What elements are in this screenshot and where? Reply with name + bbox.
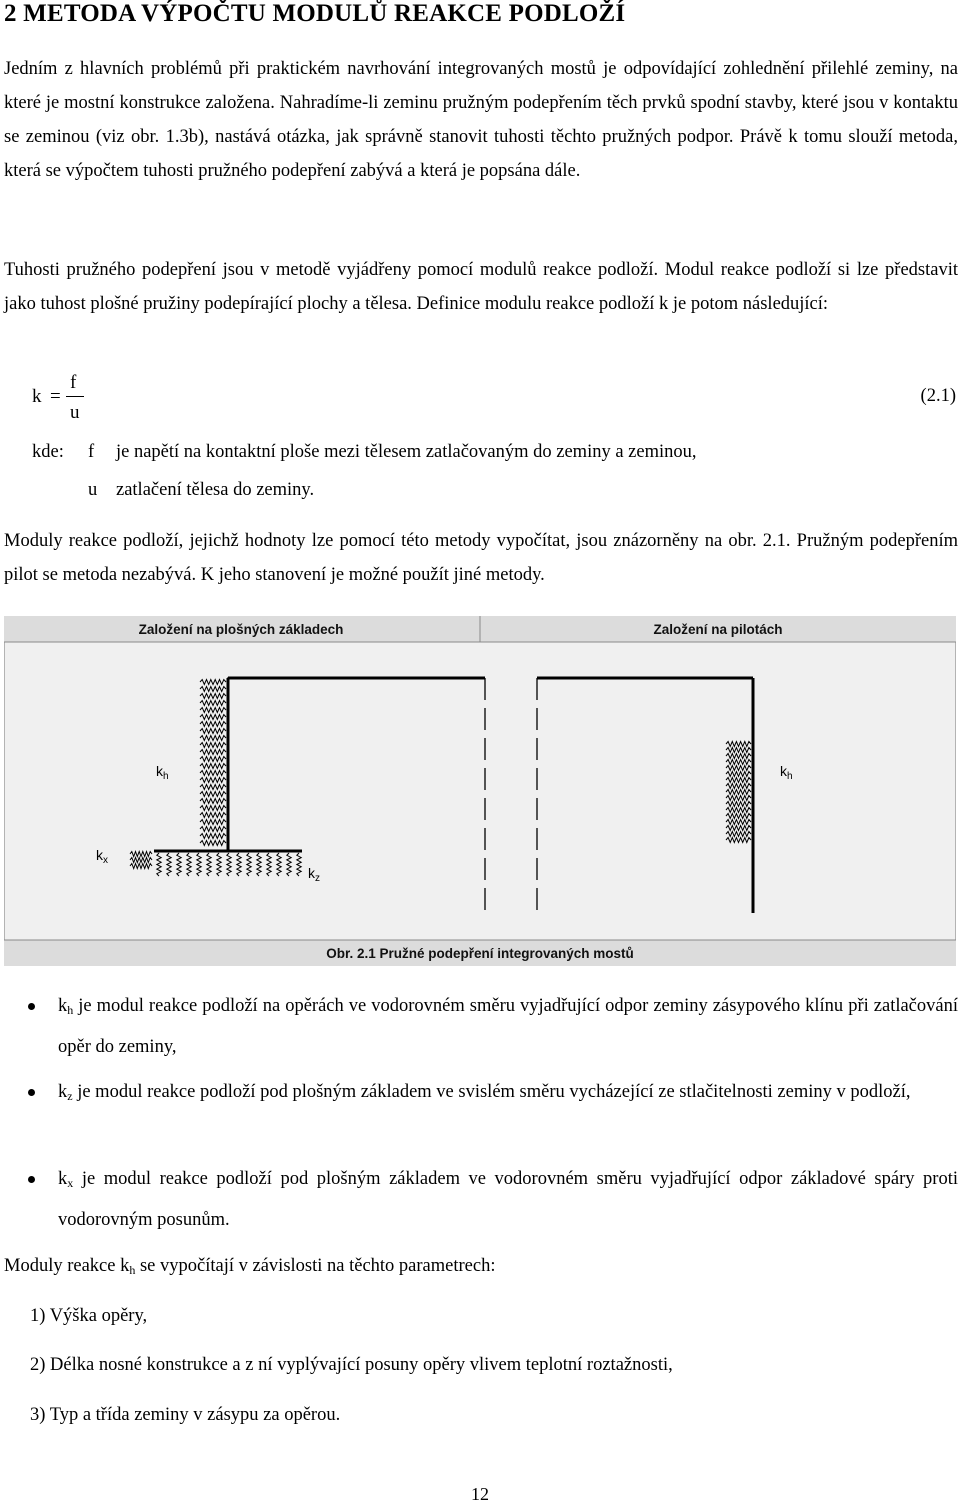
bullet-text: je modul reakce podloží pod plošným základem ve svislém směru vycházející ze stlačitelnosti zeminy v podloží, — [72, 1082, 911, 1102]
equation-denominator: u — [70, 402, 80, 423]
bullet-symbol: k — [58, 996, 68, 1016]
bullet-symbol: k — [58, 1082, 68, 1102]
def-f-symbol: f — [88, 442, 95, 462]
paragraph-modulus-definition: Tuhosti pružného podepření jsou v metodě vyjádřeny pomocí modulů reakce podloží. Modul reakce podloží si lze představit jako tuhost plošné pružiny podepírající plochy a tělesa. Definice modulu reakce podloží k je potom následující: — [4, 260, 958, 314]
label-kh-right: $k_h$ — [780, 763, 793, 782]
paragraph-intro: Jedním z hlavních problémů při praktickém navrhování integrovaných mostů je odpovídající zohlednění přilehlé zeminy, na které je mostní konstrukce založena. Nahradíme-li zeminu pružným podepřením těch prvků spodní stavby, které jsou v kontaktu se zeminou (viz obr. 1.3b), nastává otázka, jak správně stanovit tuhosti těchto pružných podpor. Právě k tomu slouží metoda, která se výpočtem tuhosti pružného podepření zabývá a která je popsána dále. — [4, 59, 958, 181]
bullet-dot — [28, 1003, 35, 1010]
where-label: kde: — [32, 442, 64, 462]
left-panel-title: Založení na plošných základech — [138, 622, 344, 637]
bullet-text: je modul reakce podloží pod plošným základem ve vodorovném směru vyjadřující odpor základové spáry proti vodorovným posunům. — [58, 1169, 958, 1230]
figure-elastic-support — [4, 616, 956, 966]
figure-caption: Obr. 2.1 Pružné podepření integrovaných mostů — [326, 946, 634, 961]
parameters-intro — [4, 1256, 495, 1278]
equation-label: (2.1) — [920, 386, 956, 406]
intro-text: Moduly reakce k — [4, 1256, 130, 1276]
bullet-dot — [28, 1176, 35, 1183]
figure-frame — [4, 616, 956, 966]
intro-text-end: se vypočítají v závislosti na těchto parametrech: — [135, 1256, 496, 1276]
bullet-dot — [28, 1089, 35, 1096]
def-u-symbol: u — [88, 480, 98, 500]
bullet-subscript: x — [67, 1176, 74, 1190]
param-item-3: 3) Typ a třída zeminy v zásypu za opěrou. — [30, 1405, 341, 1425]
param-item-2: 2) Délka nosné konstrukce a z ní vyplývající posuny opěry vlivem teplotní roztažnosti, — [30, 1355, 673, 1375]
intro-subscript: h — [129, 1263, 136, 1277]
right-panel-title: Založení na pilotách — [653, 622, 783, 637]
bullet-subscript: h — [67, 1003, 74, 1017]
bullet-item-kz — [58, 1074, 958, 1115]
equation-lhs: k — [32, 386, 42, 407]
fraction-bar — [66, 396, 84, 397]
equation-numerator: f — [70, 372, 77, 393]
def-f-text: je napětí na kontaktní ploše mezi tělesem zatlačovaným do zeminy a zeminou, — [116, 442, 697, 462]
bullet-subscript: z — [67, 1089, 73, 1103]
def-u-text: zatlačení tělesa do zeminy. — [116, 480, 315, 500]
label-kx: $k_x$ — [96, 847, 108, 866]
label-kh-left: $k_h$ — [156, 763, 169, 782]
paragraph-figure-reference: Moduly reakce podloží, jejichž hodnoty lze pomocí této metody vypočítat, jsou znázorněny na obr. 2.1. Pružným podepřením pilot se metoda nezabývá. K jeho stanovení je možné použít jiné metody. — [4, 531, 958, 585]
bullet-text: je modul reakce podloží na opěrách ve vodorovném směru vyjadřující odpor zeminy zásypového klínu při zatlačování opěr do zeminy, — [58, 996, 958, 1057]
param-item-1: 1) Výška opěry, — [30, 1306, 148, 1326]
bullet-symbol: k — [58, 1169, 68, 1189]
page-number: 12 — [471, 1484, 489, 1504]
bullet-item-kh — [58, 988, 958, 1066]
equation-operator: = — [50, 386, 61, 407]
section-heading: 2 METODA VÝPOČTU MODULŮ REAKCE PODLOŽÍ — [4, 0, 626, 27]
label-kz: $k_z$ — [308, 865, 320, 884]
bullet-item-kx — [58, 1161, 958, 1239]
